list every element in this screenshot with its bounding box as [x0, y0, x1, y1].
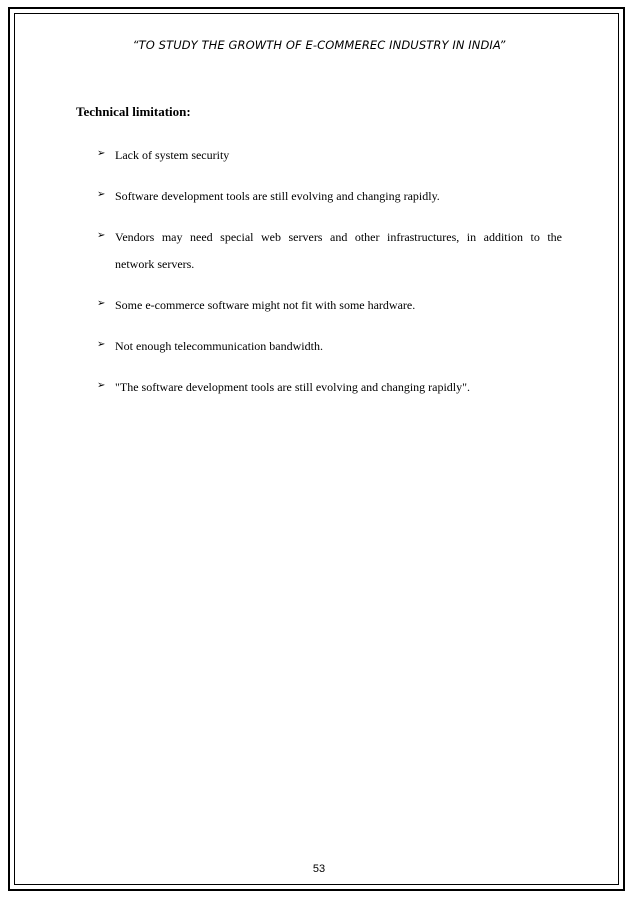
- section-heading: Technical limitation:: [76, 104, 191, 119]
- bullet-text: Not enough telecommunication bandwidth.: [115, 339, 323, 353]
- arrow-bullet-icon: ➢: [97, 380, 106, 391]
- arrow-bullet-icon: ➢: [97, 148, 106, 159]
- arrow-bullet-icon: ➢: [97, 189, 106, 200]
- bullet-text-continuation: network servers.: [115, 257, 195, 271]
- arrow-bullet-icon: ➢: [97, 298, 106, 309]
- bullet-text: Software development tools are still evolving and changing rapidly.: [115, 189, 440, 203]
- bullet-text: Lack of system security: [115, 148, 230, 162]
- arrow-bullet-icon: ➢: [97, 230, 106, 241]
- page-border-inner: [14, 13, 619, 885]
- bullet-text: Vendors may need special web servers and other infrastructures, in addition to the: [115, 230, 562, 244]
- bullet-text: "The software development tools are still evolving and changing rapidly".: [115, 380, 471, 394]
- arrow-bullet-icon: ➢: [97, 339, 106, 350]
- page-number: 53: [312, 863, 326, 875]
- bullet-text: Some e-commerce software might not fit with some hardware.: [115, 298, 416, 312]
- page-header-title: “TO STUDY THE GROWTH OF E-COMMEREC INDUSTRY IN INDIA”: [132, 38, 506, 52]
